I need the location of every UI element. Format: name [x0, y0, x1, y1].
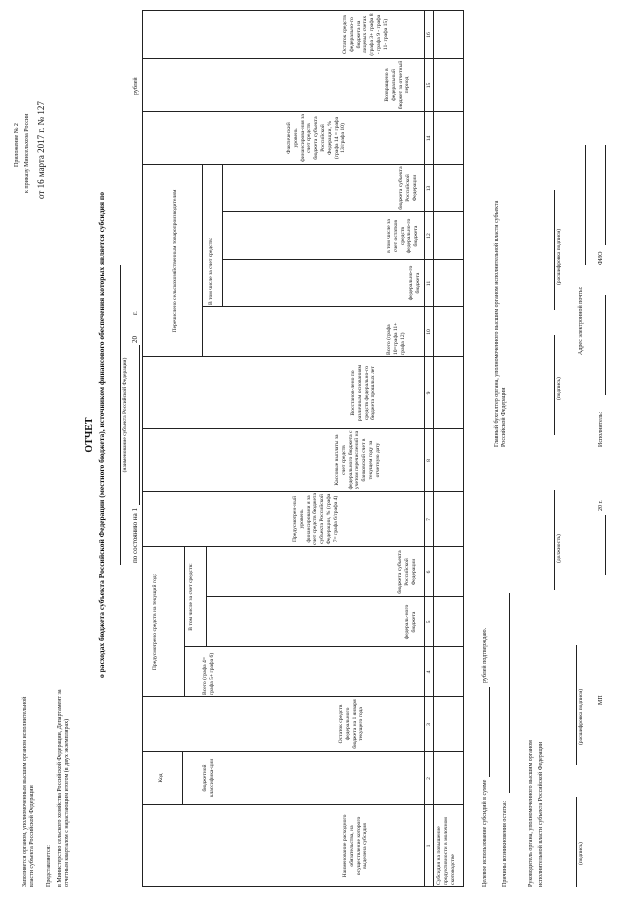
- col8-header: Кассовые выплаты за счет средств федерального бюджета с учетом перечислений на банковский счет в текущем году за отчетную дату: [334, 430, 381, 490]
- reasons-label: Причины возникновения остатка:: [502, 800, 508, 887]
- col10-header: Всего (графа 10=графа 11+ графа 12): [386, 322, 406, 355]
- head-line1: Руководитель органа, уполномоченного высшим органом: [528, 740, 534, 887]
- col4-header: Всего (графа 4= графа 5+ графа 6): [202, 652, 215, 695]
- incl-sources2-header: В том числе за счет средств:: [208, 237, 214, 305]
- col16-header: Остаток средств федерально-го бюджета на лицевых счетах (графа 3+ графа 8 - графа 9 - графа 11- графа 15): [342, 13, 389, 56]
- report-title: ОТЧЕТ: [84, 417, 95, 453]
- appendix-date-prefix: от: [36, 190, 46, 199]
- date-line: [605, 515, 606, 575]
- appendix-date: 16 марта 2017 г.: [36, 127, 46, 189]
- subject-line: [120, 265, 121, 565]
- col-number: 14: [426, 135, 432, 142]
- submitted-label: Представляется:: [46, 845, 52, 887]
- used-prefix: Целевое использование субсидий в сумме: [482, 779, 488, 887]
- col-number: 5: [426, 620, 432, 624]
- acc-sign-line: [554, 335, 555, 435]
- executor-line: [605, 295, 606, 395]
- acc-decode-line: [554, 190, 555, 310]
- subject-caption: (наименование субъекта Российской Федерации): [122, 357, 128, 473]
- used-suffix: рублей подтверждаю.: [482, 627, 488, 683]
- appendix-line1: Приложение № 2: [14, 123, 20, 167]
- as-of-line: [139, 345, 140, 505]
- col-number: 4: [426, 670, 432, 674]
- appendix-number: № 127: [36, 101, 46, 126]
- executor-label: Исполнитель:: [598, 411, 604, 447]
- position-line: [554, 490, 555, 590]
- col14-header: Фактический уровень финансирова-ния за счет средств бюджета субъекта Российской Федерации, % (графа 14 = графа 13/графа 10): [286, 114, 347, 162]
- incl-sources-header: В том числе за счет средств:: [188, 563, 194, 631]
- email-label: Адрес электронной почты:: [578, 286, 584, 355]
- col1-header: Наименование расходного обязательства, на осуществление которого выделена субсидия: [342, 814, 369, 878]
- col7-header: Предусмотрен-ный уровень финансировани я за счет средств бюджета субъекта Российской Федерации, % (графа 7= графа 6/графа 4): [292, 493, 339, 545]
- col-number: 1: [426, 844, 432, 848]
- col-number: 8: [426, 459, 432, 462]
- col-number: 16: [426, 32, 432, 38]
- col11-header: федерально-го бюджета: [408, 265, 421, 301]
- col13-header: бюджета субъекта Российской Федерации: [398, 166, 418, 210]
- col-number: 10: [426, 329, 432, 335]
- as-of-label: по состоянию на 1: [131, 507, 139, 563]
- head-decode-line: [576, 645, 577, 765]
- col12-header: в том числе за счет остатков средств федерально-го бюджета: [386, 218, 420, 254]
- acc-sign-caption: (подпись): [556, 377, 562, 400]
- mp-label: МП: [598, 695, 604, 705]
- col-number: 6: [426, 570, 432, 574]
- fio-label: ФИО: [598, 251, 604, 265]
- col3-header: Остаток средств федерального бюджета на 1 января текущего года: [338, 699, 365, 749]
- acc-decode-caption: (расшифровка подписи): [556, 228, 562, 285]
- col-number: 7: [426, 518, 432, 521]
- col6-header: бюджета субъекта Российской Федерации: [397, 550, 417, 594]
- col-number: 12: [426, 233, 432, 239]
- code-header: Код: [158, 773, 164, 783]
- col-number: 13: [426, 185, 432, 192]
- col15-header: Возвращено в федеральный бюджет за отчетный период: [384, 60, 411, 110]
- used-amount-line: [489, 687, 490, 777]
- position-caption: (должность): [556, 534, 562, 563]
- head-line2: исполнительной власти субъекта Российской Федерации: [538, 741, 544, 887]
- as-of-year-suffix: г.: [131, 311, 139, 315]
- col-number: 3: [426, 723, 432, 726]
- report-subtitle: о расходах бюджета субъекта Российской Федерации (местного бюджета), источником финансового обеспечения которых является субсидия по: [97, 192, 106, 678]
- head-sign-line: [576, 797, 577, 887]
- col2-header: бюджетной классифика-ции: [202, 758, 215, 798]
- col9-header: Восстанов-лено по различным основаниям средств федерально-го бюджета прошлых лет: [350, 364, 377, 422]
- email-line: [585, 145, 586, 265]
- reasons-line: [509, 593, 510, 793]
- head-sign-caption: (подпись): [578, 842, 584, 865]
- appendix-date-line: [36, 101, 46, 199]
- planned-group-header: Предусмотрено средств на текущий год:: [152, 573, 158, 671]
- appendix-line2: к приказу Минсельхоза России: [24, 113, 30, 193]
- fio-line: [605, 145, 606, 245]
- col-number: 9: [426, 391, 432, 395]
- col5-header: федераль-ного бюджета: [404, 604, 417, 640]
- transfer-group-header: Перечислено сельскохозяйственным товаропроизводителям: [172, 189, 178, 333]
- fill-note: Заполняется органом, уполномоченным высшим органом исполнительной власти субъекта Российской Федерации: [22, 696, 35, 887]
- col-number: 2: [426, 777, 432, 780]
- date-template: 20 г.: [598, 500, 604, 511]
- col-number: 11: [426, 280, 432, 287]
- row1-name: Субсидия на повышение продуктивности в молочном скотоводстве: [436, 817, 456, 885]
- head-decode-caption: (расшифровка подписи): [578, 688, 584, 745]
- accountant-label: Главный бухгалтер органа, уполномоченного высшим органом исполнительной власти субъекта Российской Федерации: [494, 200, 507, 447]
- as-of-year: 20: [131, 336, 139, 343]
- report-table: [142, 10, 464, 887]
- units-label: рублей: [133, 77, 139, 95]
- col-number: 15: [426, 82, 432, 89]
- submitted-where: в Министерство сельского хозяйства Российской Федерации, Департамент за отчетным кварталом с нарастающим итогом (в двух экземплярах): [57, 689, 70, 887]
